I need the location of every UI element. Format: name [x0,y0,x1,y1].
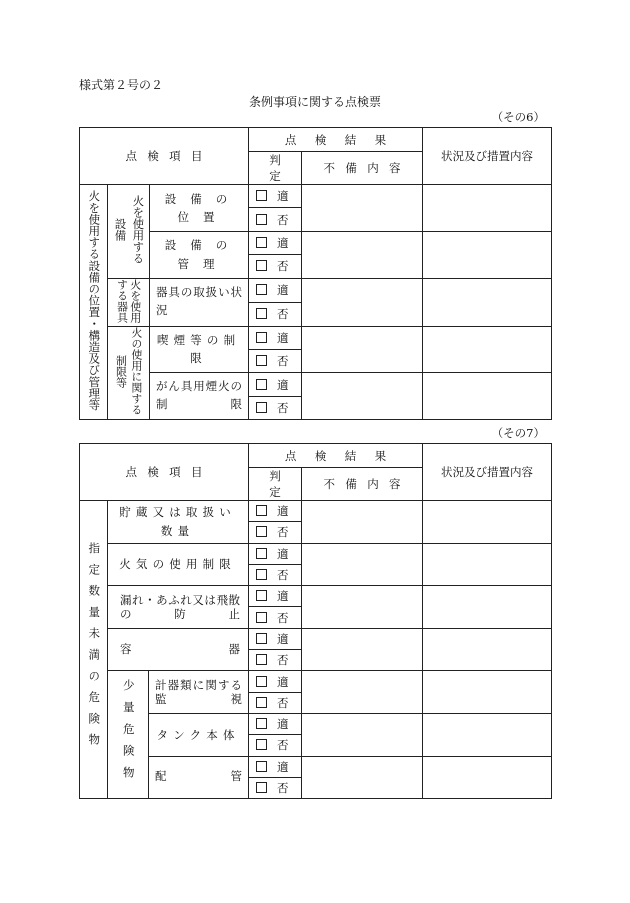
checkbox-icon[interactable] [256,402,267,413]
checkbox-icon[interactable] [256,612,267,623]
defect-field[interactable] [302,185,423,232]
check-ok[interactable]: 適 [249,628,302,649]
checkbox-icon[interactable] [256,308,267,319]
status-field[interactable] [423,713,552,756]
item-fire-use-restriction: 火気の使用制限 [108,543,249,586]
header-inspection-item: 点検項目 [80,444,249,501]
category-fire-equipment: 火を使用する設備の位置・構造及び管理等 [80,185,108,420]
check-ng[interactable]: 否 [249,522,302,543]
item-smoking-restriction: 喫煙等の制限 [150,326,249,373]
category-hazardous-materials: 指定数量未満の危険物 [80,501,108,799]
defect-field[interactable] [302,756,423,799]
checkbox-icon[interactable] [256,214,267,225]
status-field[interactable] [423,185,552,232]
checkbox-icon[interactable] [256,633,267,644]
header-inspection-result: 点検結果 [249,128,423,152]
checkbox-icon[interactable] [256,782,267,793]
header-status-measures: 状況及び措置内容 [423,128,552,185]
header-defect-content: 不備内容 [302,468,423,501]
defect-field[interactable] [302,231,423,278]
check-ok[interactable]: 適 [249,231,302,254]
defect-field[interactable] [302,543,423,586]
part6-label: （その6） [491,110,545,124]
checkbox-icon[interactable] [256,284,267,295]
item-storage-quantity: 貯蔵又は取扱い数量 [108,501,249,544]
checkbox-icon[interactable] [256,739,267,750]
status-field[interactable] [423,543,552,586]
status-field[interactable] [423,373,552,420]
check-ng[interactable]: 否 [249,564,302,585]
check-ng[interactable]: 否 [249,777,302,798]
check-ng[interactable]: 否 [249,650,302,671]
check-ng[interactable]: 否 [249,302,302,326]
header-judgement: 判定 [249,468,302,501]
defect-field[interactable] [302,278,423,326]
status-field[interactable] [423,671,552,714]
check-ng[interactable]: 否 [249,607,302,628]
status-field[interactable] [423,501,552,544]
checkbox-icon[interactable] [256,718,267,729]
check-ng[interactable]: 否 [249,255,302,278]
item-appliance-handling: 器具の取扱い状況 [150,278,249,326]
defect-field[interactable] [302,501,423,544]
check-ng[interactable]: 否 [249,735,302,756]
check-ok[interactable]: 適 [249,713,302,734]
checkbox-icon[interactable] [256,260,267,271]
check-ng[interactable]: 否 [249,692,302,713]
check-ok[interactable]: 適 [249,185,302,208]
checkbox-icon[interactable] [256,332,267,343]
checkbox-icon[interactable] [256,548,267,559]
checkbox-icon[interactable] [256,237,267,248]
inspection-table-part6 [79,127,552,420]
header-judgement: 判定 [249,152,302,185]
status-field[interactable] [423,326,552,373]
check-ok[interactable]: 適 [249,278,302,302]
item-container: 容器 [108,628,249,671]
form-number-label: 様式第２号の２ [79,78,164,92]
check-ok[interactable]: 適 [249,326,302,349]
group-small-hazardous: 少量危険物 [108,671,149,799]
defect-field[interactable] [302,713,423,756]
item-leak-prevention: 漏れ・あふれ又は飛散の防止 [108,586,249,629]
part7-label: （その7） [491,426,545,440]
status-field[interactable] [423,628,552,671]
item-tank-body: タンク本体 [149,713,249,756]
group-fire-use-restriction: 火の使用に関する 制限等 [108,326,150,420]
check-ok[interactable]: 適 [249,501,302,522]
checkbox-icon[interactable] [256,654,267,665]
defect-field[interactable] [302,628,423,671]
header-inspection-item: 点検項目 [80,128,249,185]
group-fire-equipment: 火を使用する 設備 [108,185,150,279]
item-equipment-location: 設 備 の 位 置 [150,185,249,232]
checkbox-icon[interactable] [256,761,267,772]
checkbox-icon[interactable] [256,697,267,708]
status-field[interactable] [423,278,552,326]
check-ok[interactable]: 適 [249,671,302,692]
group-fire-appliance: 火を使用 する器具 [108,278,150,326]
check-ok[interactable]: 適 [249,756,302,777]
item-gauge-monitoring: 計器類に関する監視 [149,671,249,714]
check-ok[interactable]: 適 [249,586,302,607]
document-title: 条例事項に関する点検票 [248,95,381,109]
checkbox-icon[interactable] [256,590,267,601]
defect-field[interactable] [302,586,423,629]
item-piping: 配管 [149,756,249,799]
status-field[interactable] [423,756,552,799]
checkbox-icon[interactable] [256,676,267,687]
defect-field[interactable] [302,671,423,714]
defect-field[interactable] [302,373,423,420]
checkbox-icon[interactable] [256,526,267,537]
check-ok[interactable]: 適 [249,543,302,564]
header-defect-content: 不備内容 [302,152,423,185]
check-ng[interactable]: 否 [249,396,302,419]
check-ok[interactable]: 適 [249,373,302,396]
header-inspection-result: 点検結果 [249,444,423,468]
checkbox-icon[interactable] [256,569,267,580]
item-equipment-management: 設 備 の 管 理 [150,231,249,278]
checkbox-icon[interactable] [256,505,267,516]
checkbox-icon[interactable] [256,355,267,366]
check-ng[interactable]: 否 [249,349,302,372]
status-field[interactable] [423,231,552,278]
defect-field[interactable] [302,326,423,373]
status-field[interactable] [423,586,552,629]
inspection-table-part7 [79,443,552,799]
header-status-measures: 状況及び措置内容 [423,444,552,501]
item-toy-fireworks-restriction: がん具用煙火の制限 [150,373,249,420]
checkbox-icon[interactable] [256,379,267,390]
checkbox-icon[interactable] [256,190,267,201]
check-ng[interactable]: 否 [249,208,302,231]
